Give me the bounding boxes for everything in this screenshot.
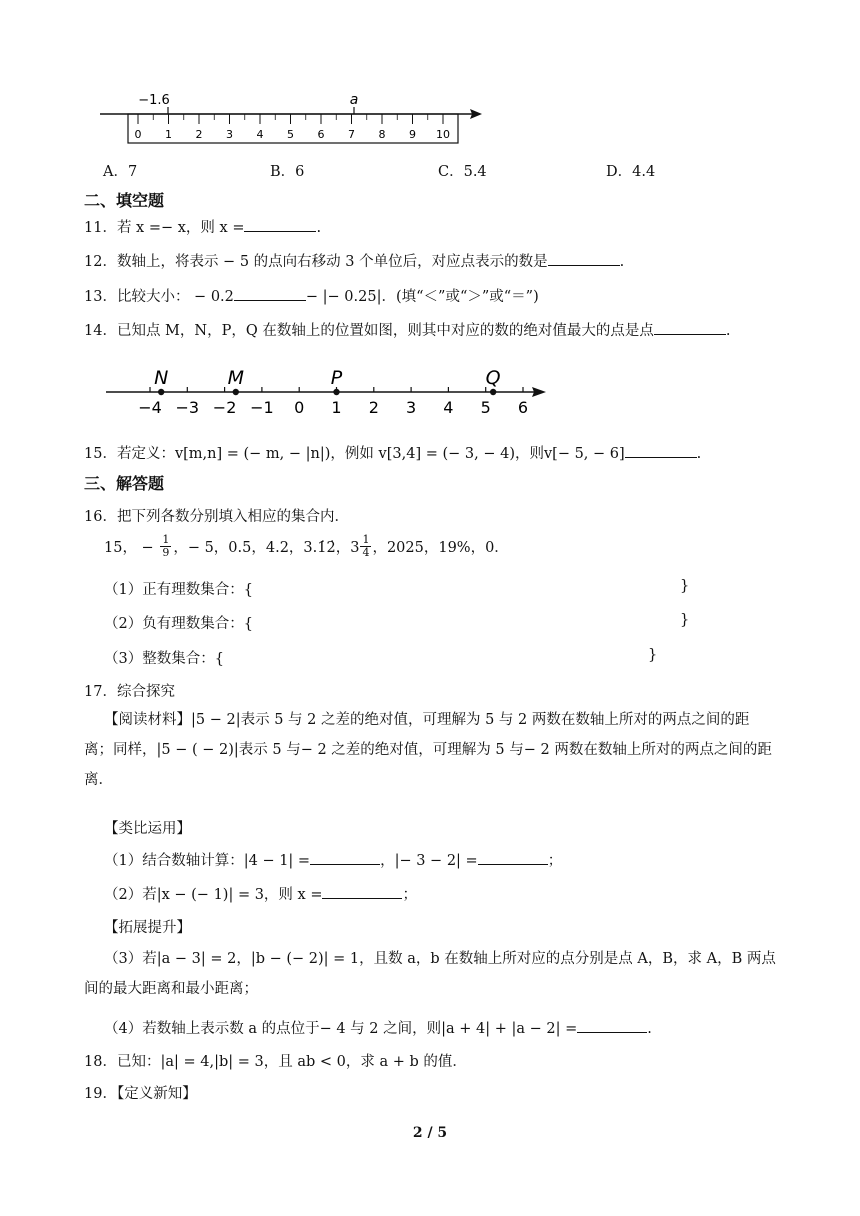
q16-mixed-num: 1 xyxy=(362,533,370,546)
q16-sub2-close: } xyxy=(680,612,690,628)
ruler-tick-label: 1 xyxy=(165,128,172,141)
q12-text: 12．数轴上，将表示 − 5 的点向右移动 3 个单位后，对应点表示的数是 xyxy=(84,254,548,270)
number-line-tick-label: 2 xyxy=(368,398,379,417)
ruler-tick-label: 6 xyxy=(317,128,325,141)
question-15 xyxy=(84,442,701,463)
number-line-point xyxy=(490,389,496,395)
q17-s1-a: （1）结合数轴计算：|4 − 1| = xyxy=(104,853,311,869)
ruler-figure xyxy=(96,88,496,150)
number-line-tick-label: 1 xyxy=(331,398,342,417)
question-11 xyxy=(84,216,321,237)
q16-sub3-label: （3）整数集合：{ xyxy=(104,651,224,667)
ruler-tick-label: 9 xyxy=(409,128,416,141)
q16-sub1-label: （1）正有理数集合：{ xyxy=(104,582,253,598)
q16-numbers-c: ，2025，19%，0． xyxy=(372,540,509,556)
q17-sub4 xyxy=(104,1017,652,1038)
q16-numbers-a: 15， − xyxy=(104,540,154,556)
q11-end: . xyxy=(316,220,322,236)
number-line-tick-label: 0 xyxy=(294,398,305,417)
number-line-tick-label: 4 xyxy=(443,398,454,417)
page-number: 2 / 5 xyxy=(412,1125,448,1141)
number-line-tick-label: −2 xyxy=(212,398,237,417)
question-13 xyxy=(84,285,539,306)
q17-s4-a: （4）若数轴上表示数 a 的点位于− 4 与 2 之间，则|a + 4| + |a − 2| = xyxy=(104,1021,578,1037)
ruler-label-var: a xyxy=(349,92,359,108)
q17-s1-blank-2[interactable] xyxy=(478,850,548,865)
ruler-tick-label: 0 xyxy=(134,128,142,141)
q14-answer-blank[interactable] xyxy=(654,320,726,335)
q14-text: 14．已知点 M，N，P，Q 在数轴上的位置如图，则其中对应的数的绝对值最大的点是点 xyxy=(84,323,654,339)
option-d[interactable]: D．4.4 xyxy=(606,164,656,180)
number-line-point-label: M xyxy=(227,367,244,389)
number-line-point xyxy=(233,389,239,395)
q17-s2-b: ； xyxy=(402,887,417,903)
q17-analogy-heading: 【类比运用】 xyxy=(104,821,191,837)
q17-extend-heading: 【拓展提升】 xyxy=(104,920,191,936)
question-18: 18．已知：|a| = 4,|b| = 3，且 ab < 0，求 a + b 的值． xyxy=(84,1054,467,1070)
number-line-tick-label: −1 xyxy=(250,398,274,417)
q16-sub3-close: } xyxy=(648,647,658,663)
option-c[interactable]: C．5.4 xyxy=(438,164,487,180)
section-title-fill: 二、填空题 xyxy=(84,191,165,210)
ruler-tick-label: 2 xyxy=(195,128,203,141)
number-line-tick-label: 5 xyxy=(480,398,491,417)
q16-mixed-fraction xyxy=(360,534,371,559)
q17-s1-c: ； xyxy=(547,853,563,869)
q16-sub2-label: （2）负有理数集合：{ xyxy=(104,616,253,632)
ruler-tick-label: 10 xyxy=(436,128,450,141)
number-line-tick-label: −4 xyxy=(138,398,162,417)
q12-end: . xyxy=(619,254,625,270)
q16-fraction-den: 9 xyxy=(162,546,170,559)
q17-s2-a: （2）若|x − (− 1)| = 3，则 x = xyxy=(104,887,323,903)
ruler-tick-label: 4 xyxy=(256,128,264,141)
number-line-point xyxy=(158,389,164,395)
q15-answer-blank[interactable] xyxy=(625,443,697,458)
q17-title: 17．综合探究 xyxy=(84,684,175,700)
q17-s2-blank[interactable] xyxy=(322,884,402,899)
number-line-figure xyxy=(100,356,550,422)
q16-numbers xyxy=(104,534,509,564)
q12-answer-blank[interactable] xyxy=(548,251,620,266)
q15-text: 15．若定义：v[m,n] = (− m, − |n|)，例如 v[3,4] = (− 3, − 4)，则v[− 5, − 6] xyxy=(84,446,625,462)
q15-end: . xyxy=(696,446,702,462)
number-line-tick-label: −3 xyxy=(175,398,200,417)
number-line-point-label: N xyxy=(154,367,169,389)
q13-end: − |− 0.25|．(填“＜”或“＞”或“＝”) xyxy=(305,289,539,305)
number-line-point-label: P xyxy=(330,367,343,389)
q11-text: 11．若 x =− x，则 x = xyxy=(84,220,245,236)
question-14 xyxy=(84,319,730,340)
option-b[interactable]: B．6 xyxy=(270,164,305,180)
q17-sub3: （3）若|a − 3| = 2，|b − (− 2)| = 1，且数 a，b 在数轴上所对应的点分别是点 A，B，求 A，B 两点间的最大距离和最小距离； xyxy=(84,951,776,997)
q16-stem: 16．把下列各数分别填入相应的集合内． xyxy=(84,509,349,525)
q13-answer-blank[interactable] xyxy=(234,286,306,301)
ruler-label-left: −1.6 xyxy=(138,93,170,108)
number-line-tick-label: 6 xyxy=(517,398,529,417)
q17-sub1 xyxy=(104,849,562,870)
q17-s1-blank-1[interactable] xyxy=(310,850,380,865)
q17-s4-b: . xyxy=(647,1021,652,1037)
q11-answer-blank[interactable] xyxy=(244,217,316,232)
question-19: 19．【定义新知】 xyxy=(84,1086,197,1102)
number-line-point-label: Q xyxy=(485,367,501,389)
option-a[interactable]: A．7 xyxy=(103,164,138,180)
q16-numbers-b: ，− 5，0.5，4.2，3.1̇2̇，3 xyxy=(173,540,360,556)
ruler-tick-label: 5 xyxy=(287,128,294,141)
q16-fraction-num: 1 xyxy=(162,533,170,546)
q17-reading: 【阅读材料】|5 − 2|表示 5 与 2 之差的绝对值，可理解为 5 与 2 两数在数轴上所对的两点之间的距离；同样，|5 − ( − 2)|表示 5 与− 2 之差的绝对值，可理解为 5 与− 2 两数在数轴上所对的两点之间的距离． xyxy=(84,712,772,788)
ruler-tick-label: 7 xyxy=(348,128,355,141)
q17-s1-b: ，|− 3 − 2| = xyxy=(380,853,478,869)
ruler-ticks xyxy=(135,114,451,141)
section-title-solve: 三、解答题 xyxy=(84,474,165,493)
ruler-tick-label: 3 xyxy=(226,128,233,141)
q13-text: 13．比较大小： − 0.2 xyxy=(84,289,234,305)
number-line-tick-label: 3 xyxy=(406,398,417,417)
q17-s4-blank[interactable] xyxy=(577,1018,647,1033)
q16-fraction xyxy=(160,534,171,559)
q16-mixed-den: 4 xyxy=(362,546,370,559)
q16-sub1-close: } xyxy=(680,578,690,594)
number-line-point xyxy=(333,389,339,395)
q14-end: . xyxy=(725,323,731,339)
q17-sub2 xyxy=(104,883,417,904)
question-12 xyxy=(84,250,624,271)
ruler-tick-label: 8 xyxy=(378,128,386,141)
